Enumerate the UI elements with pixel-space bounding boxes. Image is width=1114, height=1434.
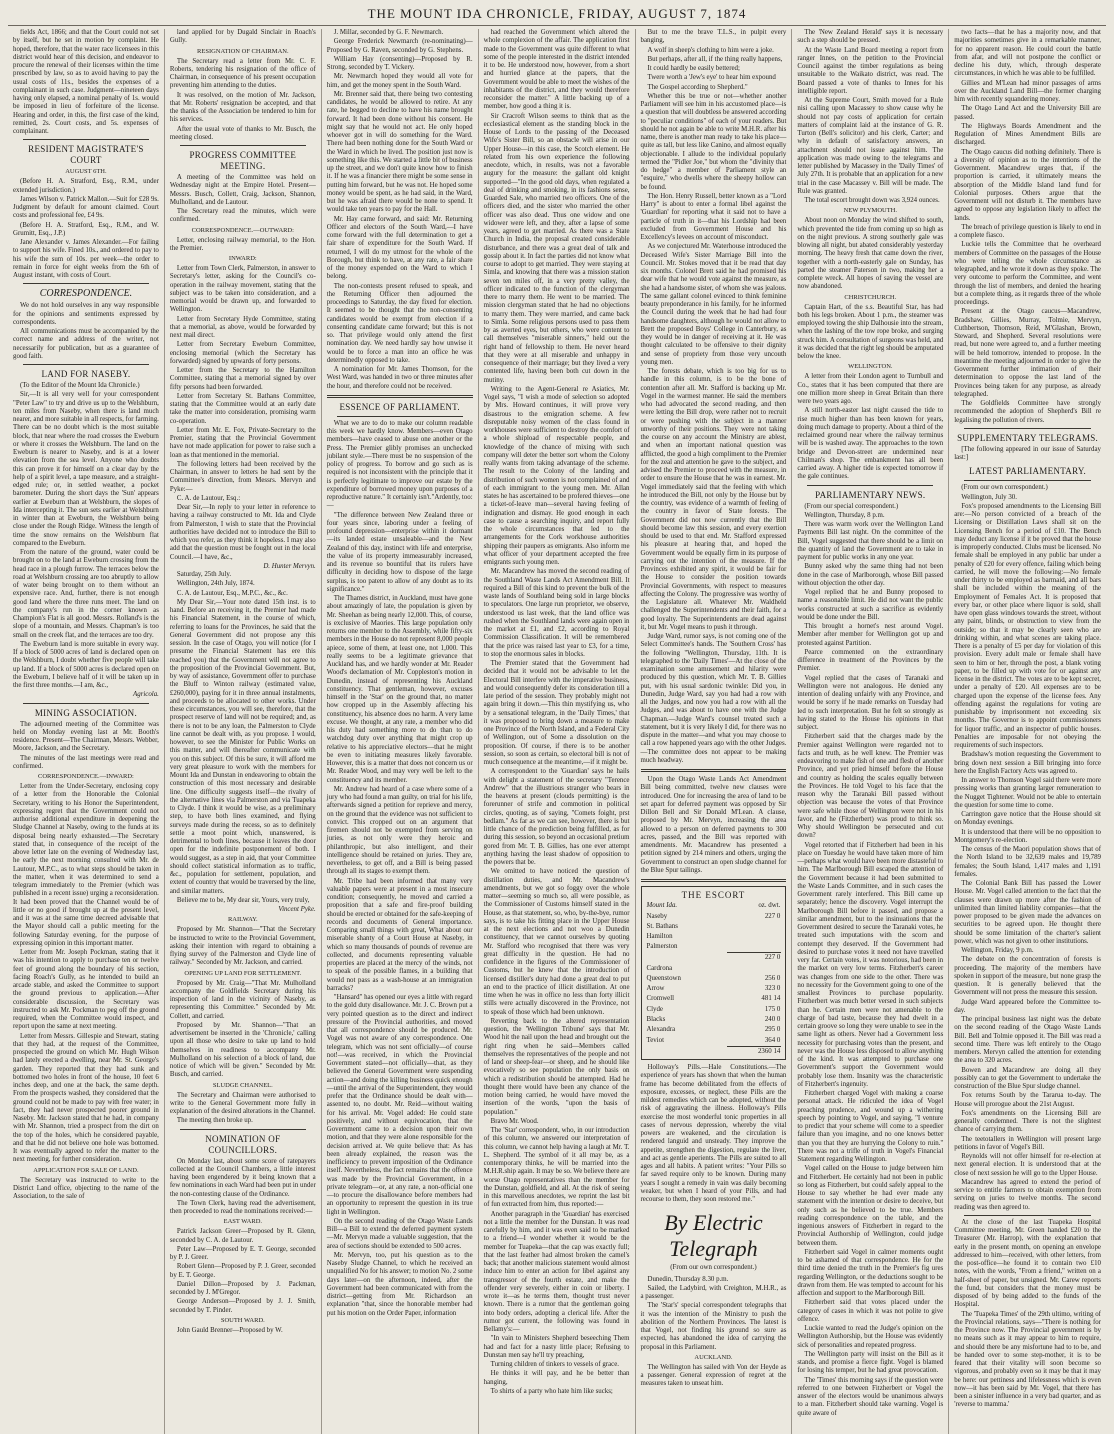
- paragraph: My Dear Sir,—Your note dated 15th inst. is to hand. Before an receiving it, the Premier had made his Financial Statement, in the course of which, referring to loans for the Provinces, he said that the General Government did not propose any this session. In the case of Otago, you will notice (for I presume the Financial Statement has ere this reached you) that the Government will not agree to the proposition of the Provincial Government. But, by way of assistance, Government offer to purchase the Bluff to Winton railway (estimated value, £260,000), paying for it in three annual instalments, and proceeds to be allocated to other works. Under these circumstances, you will see, therefore, that the prospect reserve of land will not be required; and, as there is not to be any loan, the Palmerston to Clyde line cannot be dealt with, as you propose. I would, however, to see the Minister for Public Works on this matter, and will thereafter communicate with you on this subject. Of this be sure, it will afford me very great pleasure to work with the members for Mount Ida and Dunstan in endeavoring to obtain the construction of this most necessary and desirable line. One difficulty suggests itself—the rivalry of the alternative lines via Palmerston and via Tuapeka to Clyde. I think it would be wise, as a preliminary step, to have both lines examined, and flying surveys made during the recess, so as to definitely settle a moot point which, unanswered, is detrimental to both lines, because it leaves the door open for the indefinite postponement of both. I would suggest, as a step in aid, that your Committee should collect statistical information as to traffic, &c., population for settlement, population, and extent of country that would be traversed by the line, and similar matters.: [169, 598, 316, 895]
- escort-row: [646, 932, 782, 942]
- escort-amount: 227 0: [764, 912, 781, 920]
- paragraph: Letter from Mr. E. Fox, Private-Secretary to the Premier, stating that the Provincial Government have not made application for power to raise such a loan as that mentioned in the memorial.: [169, 426, 316, 459]
- escort-table-box: [641, 886, 787, 1060]
- paragraph: Turning children of tinkers to vessels of grace.: [490, 1361, 619, 1368]
- escort-amount: 323 0: [764, 985, 781, 993]
- paragraph: Peter Law—Proposed by E. T. George, seconded by P. J. Greer.: [169, 1245, 316, 1261]
- escort-amount: 295 0: [764, 1026, 781, 1034]
- paragraph: Carrington gave notice that the House should sit on Monday evenings.: [954, 811, 1101, 827]
- divider: [23, 703, 149, 704]
- double-divider: [327, 395, 473, 398]
- subheading: APPLICATION FOR SALE OF LAND.: [33, 1166, 139, 1174]
- section-heading: PARLIAMENTARY NEWS.: [815, 489, 926, 500]
- paragraph: Upon the Otago Waste Lands Act Amendment Bill being committed, twelve new clauses were introduced. One for increasing the area of land to be set apart for deferred payment was opposed by Sir Dillon Bell and Sir Donald M'Lean. A clause, proposed by Mr. Mervyn, increasing the area allowed to a person on deferred payments to 300 acres, passed, and the Bill was reported with amendments. Mr. Macandrew has presented a petition signed by 214 miners and others, urging the Government to construct an open sludge channel for the Blue Spur tailings.: [640, 776, 787, 874]
- paragraph: Judge Ward, rumor says, is not coming one of the Select Committee's hands. The 'Southern Cross' has the following "Wellington, Thursday, 11th. It is telegraphed to the 'Daily Times'—At the close of the examination some amusement and hilarity were produced by this question, which Mr. T. B. Gillies put, with his usual sardonic twinkle: Did you, in Dunedin, Judge Ward, say you had had a row with all the Judges, and now you had a row with all the Judges, and was about to have one with the Judge Chapman.—Judge Ward's counsel treated such a statement, but it is very likely I did, for there was no dispute in the matter—and what you may choose to call a row happened years ago with the other Judges.—The committee does not appear to be making much headway.: [640, 633, 787, 764]
- paragraph: The Hon. Henry Russell, better known as a "Lord Harry" is about to enter a formal libel against the 'Guardian' for reporting what it said not to have a particle of truth in it—that his Lordship had been excluded from Government House and his Excellency's levees on account of misconduct.: [640, 192, 787, 241]
- column-2: [165, 29, 322, 1434]
- paragraph: Sailed, the Ladybird, with Creighton, M.H.R., as a passenger.: [640, 1284, 787, 1301]
- paragraph: The debate on the concentration of forests is proceeding. The majority of the members have spoken in support of the measure, but none grasp the question. It is generally believed that the Government will not press the measure this session.: [954, 956, 1101, 997]
- signature: Vincent Pyke.: [278, 906, 316, 913]
- paragraph: The Secretary read a letter from Mr. C. F. Roberts, tendering his resignation of the office of Chairman, in consequence of his present occupation preventing him attending to the duties.: [169, 57, 316, 90]
- escort-grand-total-label: [646, 1046, 727, 1057]
- paragraph: There was warm work over the Wellington Land Payments Bill last night. On the committee of the Bill, Vogel suggested that there should be a limit on the quantity of land the Government are to take in payment for public works in any one year.: [797, 521, 944, 561]
- paragraph: A wolf in sheep's clothing to him were a joke.: [647, 46, 774, 54]
- paragraph: Wellington, July 30.: [961, 493, 1017, 501]
- paragraph: John Gauld Brenner—Proposed by W.: [176, 1326, 283, 1334]
- paragraph: The 'Star's' special correspondent telegraphs that it was the intention of the Ministry to push the abolition of the Northern Provinces. The latest is that Vogel, not finding his ground so sure as expected, has abandoned the idea of carrying the proposal in this Parliament.: [640, 1302, 787, 1351]
- paragraph: (From our own correspondent.): [961, 484, 1048, 492]
- paragraph: Patrick Jackson Greer—Proposed by R. Glenn, seconded by C. A. de Lautour.: [169, 1228, 316, 1244]
- escort-location: Blacks: [646, 1016, 666, 1024]
- paragraph: Proposed by Mr. Shannon—"That the Secretary be instructed to write to the Provincial Government, asking their intention with regard to obtaining a flying survey of the Palmerston and Clyde line of railway." Seconded by Mr. Jackson, and carried.: [169, 926, 316, 967]
- paragraph: The breach of privilege question is likely to end in a complete fiasco.: [954, 223, 1101, 239]
- escort-location: Clyde: [646, 1005, 663, 1013]
- column-5: [636, 29, 793, 1434]
- paragraph: The Highways Boards Amendment and the Regulation of Mines Amendment Bills are discharged.: [954, 122, 1101, 147]
- paragraph: The meeting then broke up.: [176, 1117, 253, 1125]
- paragraph: Bravo Mr. Wood.: [490, 1117, 539, 1125]
- paragraph: fields Act, 1866; and that the Court could not set by itself, but he set in motion by complaint. He hoped, therefore, that the water race licensees in this district would hear of this decision, and endeavor to procure the renewal of their licenses within the time prescribed by law, so as to avoid having to pay the usual costs of 11s., besides the expenses of a complainant in such case. Judgment—nineteen days having only elapsed, a nominal penalty of 1s. would be imposed in lieu of forfeiture of the license. Hearing and order, in this, the first case of the kind, remitted, 2s. Court costs, and 5s. expenses of complainant.: [13, 29, 159, 135]
- paragraph: On the second reading of the Otago Waste Lands Bill—a Bill to extend the deferred payment system—Mr. Mervyn made a valuable suggestion, that the area of sections should be extended to 500 acres.: [326, 1217, 473, 1250]
- escort-side-label: Mount Ida.: [646, 902, 678, 910]
- escort-grand-total: 2360 14: [727, 1046, 782, 1057]
- divider: [964, 480, 1091, 481]
- divider: [23, 139, 149, 140]
- paragraph: The minutes of the last meetings were read and confirmed.: [13, 754, 159, 770]
- masthead: THE MOUNT IDA CHRONICLE, FRIDAY, AUGUST 7, 1874: [8, 4, 1106, 26]
- paragraph: The non-contests present refused to speak, and the Returning Officer then adjourned the proceedings to Saturday, the day fixed for election. It seemed to be thought that the non-consenting candidates would be exempt from election if a consenting candidate came forward; but this is not so. That privilege would only attend the first nomination day. We need hardly say how unwise it would be to force a man into an office he was determinedly opposed to take.: [326, 282, 473, 364]
- escort-location: Arrow: [646, 985, 665, 993]
- paragraph: Fitzherbert said that the charges made by the Premier against Wellington were regarded not to facts and truth, as he well knew. The Premier was endeavoring to make fish of one and flesh of another Province, and yet pried himself before the House and country as holding the scales equally between the Provinces. He told Vogel to his face that the reason why the Taranaki Bill passed without objection was because the votes of that Province were safe while those of Wellington were not in his favor, and he (Fitzherbert) was proud to think so. Why should Wellington be persecuted and cut down?: [797, 733, 944, 840]
- escort-row: [646, 964, 782, 974]
- column-4: [479, 29, 636, 1434]
- paragraph: C. A. de Lautour, Esq., M.P.C., &c., &c.: [176, 589, 288, 597]
- subheading: NEW PLYMOUTH.: [843, 207, 898, 215]
- divider: [23, 364, 149, 365]
- paragraph: But to me the brave T.L.S., in pulpit every banging,: [640, 29, 787, 45]
- paragraph: About noon on Monday the wind shifted to south, which prevented the tide from coming up so high as on the night previous. A strong southerly gale was blowing all night, but abated considerably yesterday morning. The heavy fresh that came down the river, together with a north-easterly gale on Sunday, has parted the steamer Paterson in two, making her a complete wreck. All hopes of saving the vessel are now abandoned.: [797, 217, 944, 291]
- paragraph: The Town Clerk, having read the advertisement, then proceeded to read the nominations received:—: [169, 1199, 316, 1215]
- paragraph: A still north-easter last night caused the tide to rise much higher than has been known for years, doing much damage to property. About a third of the reclaimed ground near where the railway terminus will be is washed away. The approaches to the town bridge and Devon-street are undermined near Chilman's shop. The embankment has all been carried away. A higher tide is expected tomorrow if the gale continues.: [797, 407, 944, 481]
- escort-row: [646, 994, 782, 1004]
- escort-row: [646, 912, 782, 922]
- paragraph: [The following appeared in our issue of Saturday last:]: [954, 445, 1101, 461]
- section-heading: ESSENCE OF PARLIAMENT.: [339, 401, 460, 412]
- paragraph: A letter from their London agent to Turnbull and Co., states that it has been computed that there are one million more sheep in Great Britain than there were two years ago.: [797, 373, 944, 405]
- escort-amount: [727, 964, 782, 974]
- subheading: WELLINGTON.: [848, 363, 893, 371]
- paragraph: The Premier stated that the Government had decided that it would not be advisable to let the Electoral Bill interfere with the imperative business, and would consequently defer its consideration till a late period of the session. They probably might not again bring it down.—This thin mystifying us, who by a sensational telegram, in the 'Daily Times,' that it was proposed to bring down a measure to make one Province of the North Island, and a Federal City of Wellington, out of Some a dissolution on the proposition. Of course, if there is to be another session, so soon as certain, so electoral bill is not of much consequence at the meantime,—if it might be.: [483, 660, 630, 766]
- paragraph: The 'Tuapeka Times' of the 29th ultimo, writing of the Provincial relations, says—"There is nothing for the Province now. The Provincial government is by no means such as it may appear to him to require, and should there be any misfortune had to to be, and be handed over to some step-mother, it is to be feared that their vitality will soon become so vigorous, and probably even so it may be that it may be here: our pettiness and lifelessness which is even now—it has been said by Mr. Vogel, that there has been a sinister influence in a very bad quarter, and as 'reverse to mamma.': [954, 1310, 1101, 1409]
- escort-location: Naseby: [646, 912, 668, 920]
- subheading: SLUDGE CHANNEL.: [212, 1081, 273, 1089]
- paragraph: Writing to the Agent-General re Asiatics, Mr. Vogel says, "I wish a mode of selection so adopted by Mrs. Howard continues, it will prove very disastrous to the emigration scheme. A few disreputable noisy women of the class found in workhouses were sufficient to destroy the comfort of a whole shipload of respectable people, and knowledge of the chance of mixing with such company will deter the better sort whom the Colony really wants from taking advantage of the scheme. The result to the Colony of the landing and distribution of such women is not complained of and of each immigrant to the young men. Mr. Allan states he has ascertained to be profered thieves—one a ticket-of-leave man—several having feeling of indignation and dismay. He good enough in each case to cause a searching inquiry, and report fully the whole circumstances that led to the arrangements for the Cork workhouse authorities shipping their paupers as emigrants. Also inform me what officer of your department accepted the free emigrants such young men.: [483, 385, 630, 566]
- paragraph: had reached the Government which altered the whole complexion of the affair. The application first made to the Government was quite different to what some of the people interested in the district intended it to be. He understood now, however, from a short and hurried glance at the papers, that the Government would be able to meet the wishes of the inhabitants of the district, and they would therefore reconsider the matter." A little backing up of a member, how good a thing it is.: [483, 29, 630, 111]
- escort-title: THE ESCORT: [681, 890, 746, 900]
- paragraph: Mr. Mervyn, too, put his question as to the Naseby Sludge Channel, to which he received an unqualified No for his answer; to motion No. 2 some days later—on the afternoon, indeed, after the Government had been communicated with from the district—getting from Mr. Richardson an explanation "that, since the honorable member had put his motion on the Order Paper, information: [326, 1251, 473, 1317]
- paragraph: The census of the Maori population shows that of the North Island to be 32,639 males and 19,789 females; the South Island, 1,417 males and 1,191 females.: [954, 846, 1101, 878]
- paragraph: Bowen and Macandrew are doing all they possibly can to get the Government to undertake the construction of the Blue Spur sludge channel.: [954, 1066, 1101, 1090]
- paragraph: Letter from Secretary Hyde Committee, stating that a memorial, as above, would be forwarded by next mail direct.: [169, 315, 316, 339]
- divider: [180, 1129, 306, 1130]
- divider: [964, 1215, 1091, 1216]
- escort-location: Cromwell: [646, 995, 675, 1003]
- paragraph: two facts—that he has a majority now, and that majorities sometimes give in a remarkable manner, for no apparent reason. He could court the battle from afar, and will not postpone the conflict or decline his duty, which, through desperate circumstances, in which he was able to be fulfilled.: [954, 29, 1101, 78]
- paragraph: The teetotallers in Wellington will present large petitions in favor of Vogel's Bill.: [954, 1135, 1101, 1151]
- paragraph: Jane Alexander v. James Alexander.—For failing to support his wife. Fined 10s., and ordered to pay to his wife the sum of 10s. per week—the order to remain in force for eight weeks from the 6th of August instant, with costs of Court.: [13, 239, 159, 279]
- subheading: OPENING UP LAND FOR SETTLEMENT.: [184, 969, 302, 977]
- escort-amount: 227 0: [727, 953, 782, 964]
- paragraph: Holloway's Pills.—Hale Constitutions.—The experience of years has shown that when the human frame has become debilitated from the effects of exposure, excesses, or neglect, these Pills are the mildest remedies which can be adopted, without the risk of aggravating the illness. Holloway's Pills exercise the most wonderful tonic properties in all cases of nervous depression, whereby the vital powers are weakened, and the circulation is rendered languid and unsteady. They improve the appetite, strengthen the digestion, regulate the liver, and act as gentle aperients. The Pills are suited to all ages and all habits. A patient writes: "Your Pills so far saved require only to be known. During many years I sought a remedy in vain was daily becoming weaker, but when I heard of your Pills, and had recourse to them, they soon restored me.": [640, 1064, 787, 1204]
- subheading: AUGUST 6TH.: [65, 168, 107, 176]
- paragraph: The Wellington has sailed with Von der Heyde as a passenger. General expression of regret at the measures taken to unseat him.: [640, 1363, 787, 1388]
- paragraph: After the usual vote of thanks to Mr. Busch, the meeting closed.: [169, 125, 316, 141]
- paragraph: Letter from the Secretary to the Hamilton Committee, stating that a memorial signed by over fifty persons had been forwarded.: [169, 367, 316, 391]
- paragraph: Saturday, 25th July.: [176, 571, 232, 578]
- paragraph: Letter from Town Clerk, Palmerston, in answer to Secretary's letter, asking for the Council's co-operation in the railway movement, stating that the subject was to be taken into consideration, and a memorial would be drawn up, and forwarded to Wellington.: [169, 265, 316, 314]
- column-7: [949, 29, 1106, 1434]
- paragraph: The Eweburn land is more suitable in every way. If a block of 5000 acres of land is declared open on the Welshburn, I doubt whether five people will take up land. If a block of 5000 acres is declared open on the Eweburn, I believe half of it will be taken up in the first three months.—I am, &c.,: [13, 640, 159, 689]
- paragraph: But perhaps, after all, if the thing really happens,: [647, 55, 783, 63]
- paragraph: Letter from Messrs. Gillespie and Stewart, stating that they had, at the request of the Committee, prospected the ground on which Mr. Hugh Wilson had lately erected a dwelling, near Mr. St. George's garden. They reported that they had sunk and bottomed two holes in front of the house, 10 feet 6 inches deep, and one at the back, the same depth. From the prospects washed, they considered that the ground could not be made to pay with free water; in fact, they had never prospected poorer ground in Naseby. Mr. Jackson stated that he had, in company with Mr. Shannon, tried a prospect from the dirt on the top of the holes, which he considered payable, and that he did not believe one hole was bottomed. It was eventually agreed to refer the matter to the next meeting, for further consideration.: [13, 1032, 159, 1164]
- paragraph: In answer to Thomson Vogel said there were more pressing works than granting larger remuneration to the Nugget Tightener. Would not be able to entertain the question for some time to come.: [954, 777, 1101, 809]
- paragraph: The following letters had been received by the Chairman, in answer to letters he had sent by the Committee's direction, from Messrs. Mervyn and Pyke:—: [169, 460, 316, 493]
- escort-row: [646, 1005, 782, 1015]
- escort-amount: [727, 932, 782, 942]
- escort-amount: 175 0: [764, 1005, 781, 1013]
- paragraph: Vogel replied that the cases of Taranaki and Wellington were not analogous. He denied any intention of dealing unfairly with any Province, and would be sorry if he made remarks on Tuesday had led to such interpretation. But he felt so strongly as having stated to the House his opinions in that subject.: [797, 674, 944, 731]
- paragraph: Luckie tells the Committee that he overheard members of Committee on the passages of the House who were telling the whole circumstance as telegraphed, and he wrote it down as they spoke. The very outcome to perform the Committee, and went through the list of members, and denied the hearing but a complete thing, as it regards three of the whole proceedings.: [954, 241, 1101, 306]
- paragraph: (Before H. A. Stratford, Esq., R.M., and W. Grumitt, Esq., J.P.): [13, 221, 159, 237]
- paragraph: Luckie wanted to read the Judge's opinion on the Wellington Authorship, but the House was evidently sick of personalities and repeated progress.: [797, 1325, 944, 1349]
- escort-location: St. Bathans: [646, 922, 678, 930]
- paragraph: James Wilson v. Patrick Mallon.—Suit for £28 9s. Judgment by default for amount claimed. Court costs and professional fee, £4 9s.: [13, 195, 159, 220]
- paragraph: George Anderson—Proposed by J. J. Smith, seconded by T. Pinder.: [169, 1298, 316, 1314]
- paragraph: land applied for by Dugald Sinclair in Roach's Gully.: [169, 29, 316, 45]
- paragraph: Fitzherbert said that votes placed under the category of cases in which it was not polite to give offence.: [797, 1299, 944, 1323]
- paragraph: Wellington, Thursday, 8 p.m.: [804, 511, 885, 519]
- paragraph: Mr. Hay came forward, and said: Mr. Returning Officer and electors of the South Ward,—I have come forward with the full determination to get a fair share of expenditure for the South Ward. If returned, I will do my utmost for the whole of the Borough, but think to have, at any rate, a fair share of the money expended on the Ward to which I belong.: [326, 215, 473, 281]
- escort-row: [646, 984, 782, 994]
- paragraph: Bradshaw's motion requesting the Government to bring down next session a Bill bringing into force here the English Factory Acts was agreed to.: [954, 751, 1101, 775]
- paragraph: Vogel replied that he and Bunny proposed to name a reasonable limit. He did not want the public works constructed at such a sacrifice as evidently would be done under the Bill.: [797, 589, 944, 621]
- paragraph: The 'Star' correspondent, who, in our introduction of this column, we answered our interpretation of this column, we cannot help having a laugh at Mr. T. L. Shepherd. The symbol of it all may be, as a contemporary thinks, he will be married into the M.H.R.ship again. It may be so. We believe there are worse Otago representatives than the member for the Dunstan, goldfield, and all. At the risk of seeing in this marvellous anecdotes, we reprint the last bit of fun extracted from him, thus reported:—: [483, 1127, 630, 1209]
- divider: [23, 283, 149, 284]
- section-heading: MINING ASSOCIATION.: [34, 707, 138, 718]
- paragraph: Robert Glenn—Proposed by P. J. Greer, seconded by E. T. George.: [169, 1263, 316, 1279]
- column-1: [8, 29, 165, 1434]
- divider: [964, 428, 1091, 429]
- paragraph: The 'New Zealand Herald' says it is necessary such a step should be pressed.: [797, 29, 944, 45]
- escort-amount: [727, 942, 782, 952]
- paragraph: Twere worth a 'Jew's eye' to hear him expound: [647, 74, 776, 82]
- escort-row: [646, 953, 782, 964]
- paragraph: The adjourned meeting of the Committee was held on Monday evening last at Mr. Booth's residence. Present—The Chairman, Messrs. Webber, Moore, Jackson, and the Secretary.: [13, 720, 159, 753]
- paragraph: Letter from Secretary Eweburn Committee, enclosing memorial (which the Secretary has forwarded) signed by upwards of forty persons.: [169, 341, 316, 365]
- paragraph: Daniel Dillon—Proposed by J. Packman, seconded by J. M'Gregor.: [169, 1280, 316, 1296]
- paragraph: The Secretary read the minutes, which were confirmed.: [169, 208, 316, 224]
- escort-amount: 364 0: [764, 1036, 781, 1044]
- paragraph: We omitted to have noticed the question of distillation duties, and Mr. Macandrew's amendments, but we got so foggy over the whole matter—seeming so much so, all were possible, as the Commissioner of Customs himself stated in the House, as that statement, so, who, by-the-bye, rumor says, is to take his fitting place in the Upper House at the next elections and not woo a Dunedin constituency, that we cannot ourselves by quoting Mr. Stafford who recognised that there was very great difficulty in the question. He had no confidence in the figures of the Commissioner of Customs, but he knew that the introduction of licensed distiller's duty had done a great deal to put an end to the practice of illicit distillation. At one time when he was in office no less than forty illicit stills were actually discovered in the Province, not to speak of those which had been unknown.: [483, 868, 630, 1016]
- paragraph: Mr. Macandrew has moved the second reading of the Southland Waste Lands Act Amendment Bill. It required a Bill of this kind to prevent the bulk of the waste lands of Southland being sold in large blocks to speculators. One large run proprietor, we observe, understood us last week, that the land office was rushed when the Southland lands were again open in the market at £1, and £2, according to Royal Commission Classification. It will be remembered that the price was raised last year to £3, for a time, to stop the enormous sales in blocks.: [483, 568, 630, 658]
- columns-container: [8, 29, 1106, 1434]
- escort-amount: 240 0: [764, 1016, 781, 1024]
- paragraph: Fox's amendments on the Licensing Bill are generally condemned. There is not the slightest chance of carrying them.: [954, 1109, 1101, 1134]
- paragraph: J. Millar, seconded by G. F. Newmarch.: [333, 29, 444, 36]
- escort-amount: 256 0: [764, 974, 781, 982]
- paragraph: Vogel called on the House to judge between him and Fitzherbert. He certainly had not been in public so long as Fitzherbert, but could safely appeal to the House to say whether he had ever made any statement with the intention or desire to deceive, but only such as he believed to be true. Members reading correspondence on the table, and the ingenious answers of Fitzherbert in regard to the Provincial Authorship of Wellington, could judge between them.: [797, 1165, 944, 1247]
- column-3: [322, 29, 479, 1434]
- paragraph: Bunny asked why the same thing had not been done in the case of Marlborough, whose Bill passed without objection the other day.: [797, 563, 944, 587]
- divider: [807, 485, 933, 486]
- paragraph: It could hardly be easily bettered;: [647, 65, 740, 72]
- paragraph: A meeting of the Committee was held on Wednesday night at the Empire Hotel. Present—Messrs. Busch, Collett, Craig, Jackson, Shannon, Mulholland, and de Lautour.: [169, 174, 316, 206]
- escort-location: Palmerston: [646, 943, 678, 951]
- column-6: [792, 29, 949, 1434]
- paragraph: Letter from Mr. Joseph Pockman, stating that it was his intention to apply to purchase ten or twelve feet of ground along the boundary of his section, facing Roach's Gully, as he intended to build an arcade stable, and asked the Committee to support the ground previous to application.—After considerable discussion, the Secretary was instructed to ask Mr. Pockman to peg off the ground required, when the Committee would inspect, and report upon the same at next meeting.: [13, 949, 159, 1031]
- paragraph: Fox's proposed amendments to the Licensing Bill are:—No person convicted of a breach of the Licensing or Distillation Laws shall sit on the Licensing Bench for a period of £10. The Bench may deduct any license if it be proved that the house is improperly conducted. Clubs must be licensed. No female shall be employed in any public bar under a penalty of £20 for every offence, failing which being carried, he will move the following:—No female under thirty to be employed as barmaid, and all bars shall be included within the meaning of the Employment of Females Act. It is proposed that every bar, or other place where liquor is sold, shall have open glass windows towards the street, without any paint, blinds, or obstruction to view from the outside; so that it may be clearly seen who are drinking within, and what scenes are taking place. There is a penalty of £5 per day for violation of this provision. Every adult male or female shall have seen to him or her, through the post, a blank voting paper, to be filled up with vote for or against any license in the district. The votes are to be kept secret, under a penalty of £20. All expenses are to be charged upon the expense of the license fees. Any offending against the regulations for voting are punishable by imprisonment not exceeding six months. The Governor is to appoint commissioners for liquor traffic, and an inspector of public houses. Penalties are imposable for not obeying the requirements of such inspectors.: [954, 502, 1101, 749]
- paragraph: Sir Cracroft Wilson seems to think that as the ecclesiastical element as the standing block in the House of Lords to the passing of the Deceased Wife's Sister Bill, so an obstacle will arise in our Upper House—in this case, the Scotch element. He related from his own experience the following anecdote, which, in results, was not a favorable augury for the measure: the gallant old knight supported—"In the good old days, when regulated a deal of drinking and smoking, in its fashions sense, Guarded Sale, who married two officers. One of the officers died, and the sister who married the other officer was also dead. Thus one widow and one widower were left, and they, after a lapse of some years, agreed to get married. As there was a State Church in India, the proposal created considerable disturbance, and there was a great deal of talk and gossip about it. In fact the parties did not know what course to adopt to get married. They were staying at Simla, and knowing that there was a mission station seven ten miles off, in a very pretty valley, the officer indicated to the function of the clergyman there to marry them. He went to be married. The mission clergyman stated that he had no objections to marry them. They were married, and came back to Simla. Some religious persons used to pass them by as averted eyes, but others, who were content to call themselves "miserable sinners," held out the right hand of fellowship to them. He never heard that they were at all miserable and unhappy in consequence of their marriage; but they lived a very contented life, having been both cut down in the mutiny.: [483, 112, 630, 384]
- paragraph: William Hay (consenting)—Proposed by R. Strong, seconded by T. Vickery.: [326, 55, 473, 71]
- paragraph: Letter from Secretary St. Bathans Committee, stating that the Committee would at an early date take the matter into consideration, promising warm co-operation.: [169, 392, 316, 425]
- paragraph: He thinks it will pay, and he be better than hanging,: [483, 1370, 630, 1386]
- paragraph: Present at the Otago caucus—Macandrew, Bradshaw, Gillies, Murray, Tolmie, Mervyn, Cuthbertson, Thomson, Reid, M'Glashan, Brown, Steward, and Shepherd. Several resolutions were read, but none were agreed to, and a further meeting will be held tomorrow, intended to propose. In the meantime the meeting adjourned in order to give the Government further intimation of their determination to oppose the last land of the Provinces being taken for any purpose, as already telegraphed.: [954, 308, 1101, 398]
- paragraph: To shirts of a party who hate him like sucks;: [490, 1387, 613, 1395]
- escort-row: [646, 1015, 782, 1025]
- paragraph: Dunedin, Thursday 8.30 p.m.: [647, 1275, 729, 1283]
- subheading: EAST WARD.: [223, 1218, 263, 1226]
- paragraph: This brought a hornet's nest around Vogel. Member after member for Wellington got up and protested against Partition.: [797, 623, 944, 647]
- paragraph: At the close of the last Tuapeka Hospital Committee meeting, Mr. Green handed £20 to the Treasurer (Mr. Harrop), with the explanation that early in the present month, on opening an envelope addressed to him—received, with other letters, from the post-office—he found it to contain two £10 notes, with the words, "From a friend," written on a half-sheet of paper, but unsigned. Mr. Carew reports the fund, but considers that the money must be disposed of by being added to the funds of the Hospital.: [954, 1218, 1101, 1309]
- section-heading: SUPPLEMENTARY TELEGRAMS.: [957, 432, 1099, 443]
- escort-location: Teviot: [646, 1036, 665, 1044]
- paragraph: (To the Editor of the Mount Ida Chronicle.): [20, 382, 140, 389]
- paragraph: Fox returns South by the Tararua to-day. The House will prorogue about the 21st August.: [954, 1092, 1101, 1108]
- escort-unit-header: oz. dwt.: [758, 902, 781, 910]
- paragraph: Mr. Andrew had heard of a case where some of a jury who had found a man guilty, on trial for his life, afterwards signed a petition for reprieve and mercy, on the ground that the evidence was not sufficient to convict. This cropped out on an argument that firemen should not be exempted from serving on juries, as not only were they heroic and philanthropic, but also intelligent, and their intelligence should be retained on juries. They are, nevertheless, to get off, and a Bill is being passed through all its stages to exempt them.: [326, 785, 473, 876]
- section-heading: LATEST PARLIAMENTARY.: [969, 466, 1087, 477]
- section-heading: RESIDENT MAGISTRATE'S COURT: [28, 144, 144, 166]
- paragraph: Proposed by Mr. Craig—"That Mr. Mulholland accompany the Goldfields Secretary during his inspection of land in the vicinity of Naseby, as representing this Committee." Seconded by Mr. Collett, and carried.: [169, 979, 316, 1020]
- double-divider: [641, 769, 787, 772]
- escort-row: [646, 974, 782, 984]
- paragraph: Letter from the Under-Secretary, enclosing copy of a letter from the Honorable the Colonial Secretary, writing to his Honor the Superintendent, expressing regret that the Government could not authorise additional expenditure in deepening the Sludge Channel at Naseby, owing to the funds at its disposal being nearly exhausted.—The Secretary stated that, in consequence of the receipt of the above letter late on the evening of Wednesday last, he early the next morning consulted with Mr. de Lautour, M.P.C., as to what steps should be taken in the matter, when it was determined to send a telegram immediately to the Premier (which was published in a recent issue) urging a reconsideration. It had been proved that the Channel would be of little or no good if brought up at the present level, and it was at the same time decreed advisable that the Mayor should call a public meeting for the following Saturday evening, for the purpose of expressing opinion in this important matter.: [13, 783, 159, 947]
- paragraph: Reynolds will not offer himself for re-election at next general election. It is understood that at the close of next session he will go to the Upper House.: [954, 1153, 1101, 1177]
- paragraph: What we are to do to make our column readable this week we hardly know. Members—even Otago members—have ceased to abuse one another or the Press. The Premier glibly promises an unchecked jubilant style.—There must be no suspension of the policy of progress. To borrow and go such as is required is not inconsistent with the principle that it is perfectly legitimate to improve our estate by the expenditure of borrowed money upon purposes of a reproductive nature." It certainly isn't."Ardently, too:—: [326, 419, 473, 510]
- paragraph: Fitzherbert charged Vogel with making a coarse personal attack. He ridiculed the idea of Vogel preaching prudence, and wound up a withering speech by pointing to Vogel, and saying, "I venture to predict that your scheme will come to a speedier failure than you imagine, and no one knows better than you that they are hurrying the Colony to ruin." There was not a trifle of truth in Vogel's Financial Statement regarding Wellington.: [797, 1090, 944, 1163]
- paragraph: Dear Sir,—In reply to your letter in reference to having a railway constructed to Mt. Ida and Clyde from Palmerston, I wish to state that the Provincial authorities have decided not to introduce the Bill to which you refer, as they think it hopeless. I may also add that the question must be fought out in the local Council.—I have, &c.,: [169, 504, 316, 561]
- subheading: SOUTH WARD.: [220, 1316, 265, 1324]
- telegraph-header: [641, 1210, 787, 1272]
- escort-location: Queenstown: [646, 974, 681, 982]
- escort-row: [646, 922, 782, 932]
- paragraph: "In vain to Ministers Shepherd beseeching Them had and fact for a nasty little place; Refusing to Dunstan men say he'll try preaching,: [483, 1335, 630, 1359]
- paragraph: The Thames district, in Auckland, must have gone about amazingly of late, the population is given by Mr. Sheehan as being nearly 12,000. This, of course, is exclusive of Maories. This large population only returns one member to the Assembly, while fifty-six members in the House do not represent 8,000 people apiece, some of them, at least one, not 1,000. This really seems to be a legitimate grievance that Auckland has, and we hardly wonder at Mr. Reader Wood's declamation of Mr. Coppleston's motion in Dunedin, instead of representing his Auckland constituency. That gentleman, however, excuses himself in the 'Star' on the ground that, no matter how cropped up in the Assembly affecting his constituency, his absence does no harm. A very lame excuse. We thought, at any rate, a member who did his duty had something more to do than to do watchdog duty over anything that might crop up relative to his appreciative electors—that he might be even to initiating measures likely favorable. However, this is a matter that does not concern us or Mr. Reader Wood, and may very well be left to the constituency and its member.: [326, 595, 473, 784]
- paragraph: Mr. Brenner said that, there being two contesting candidates, he would be allowed to retire. At any rate, he begged to decline to have his name brought forward. It had been done without his consent. He might say that he would not act. He only hoped whoever got in will do something for the Ward. There had been nothing done for the South Ward or the Ward in which he lived. The position just now is something like this. We started a little bit of business up the street, and we don't quite know how to finish it. If he was a financier there might be some sense in putting him forward, but he was not. He hoped some money would be spent, as he had said, in the Ward, but he was afraid there would be none to spend. It would take ten years to pay for the Hall.: [326, 90, 473, 214]
- subheading: INWARD:: [228, 255, 257, 262]
- paragraph: The Colonial Bank Bill has passed the Lower House. Mr. Vogel called attention to the fact that the clauses were drawn up more after the fashion of unlimited than limited liability companies—that the power proposed to be given made the advances on securities to be agreed upon. He thought there should be some limitation of the charter's salient power, which was not given to other institutions.: [954, 880, 1101, 945]
- paragraph: "Hansard" has opened our eyes a little with regard to the gold duty disallowance. Mr. J. C. Brown put a very pointed question as to the direct and indirect pressure of the Provincial authorities, and moved that all correspondence should be produced. Mr. Vogel was not aware of any correspondence. One telegram, which was not sent officially—of course not!—was received, in which the Provincial Government stated—not officially—that, as they believed the General Government were suspending action—and doing the killing business quick enough—until the arrival of the Superintendent, they would prefer that the Ordinance should be dealt with—assented to, no doubt. Mr. Reid—without waiting for his arrival. Mr. Vogel added: He could state positively, and without equivocation, that the Government came to a decision upon their own motion, and that they were alone responsible for the decision arrived at. We quite believe that: As has been already explained, the reason was the inefficiency to prevent imposition of the Ordinance itself. Nevertheless, the fact remains that the offence was made by the Provincial Government, in a private telegram—or, at any rate, a non-official one—to procure the disallowance before members had an opportunity to represent the question in its true light in Wellington.: [326, 994, 473, 1216]
- divider: [180, 145, 306, 146]
- subheading: RESIGNATION OF CHAIRMAN.: [197, 47, 289, 55]
- paragraph: The Goldfields Committee have strongly recommended the adoption of Shepherd's Bill re legalising the pollution of rivers.: [954, 400, 1101, 424]
- paragraph: Vogel retorted that if Fitzherbert had been in his place on Tuesday he would have taken more of him—perhaps what would have been more distasteful to him. The Marlborough Bill escaped the attention of the Government because it had been submitted to the Waste Lands Committee, and in such cases the Government rarely interfered. This Bill came up separately; hence the discovery. Vogel interrupt the Marlborough Bill before it passed, and propose a similar amendment, but to the insinuations that the Government desired to secure the Taranaki votes, he treated such imputations with the scorn and contempt they deserved. If the Government had desired to purchase votes it need not have travelled very far. Certain votes, it was notorious, had been in the market on very low terms. Fitzherbert's career was changes from one side to the other. There was no necessity for the Government going to one of the smallest Provinces to purchase popularity. Fitzherbert was much better versed in such subjects than he. Certain men were not amenable to the charge of bad taste, because they had dwelt in a certain groove so long they were unable to see in the same light as others. Never had a Government less necessity for purchasing votes than the present, and never was the House less disposed to allow anything of the kind. It was attempted to purchase one Government's support the Government would probably lose them. Insanity was the characteristic of Fitzherbert's ingenuity.: [797, 841, 944, 1088]
- paragraph: Whether this be true or not—whether another Parliament will see him in his accustomed place—is a question that will doubtless be answered according to "peculiar conditions" of each of your readers. But should he not again be able to write M.H.R. after his name, there is another man ready to take his place—quite as tall, but less like Canino, and almost equally objectionable. I allude to the individual popularly termed the "Pidler Joe," but whom the "divinity that do hedge" a member of Parliament style an "esquire," who dwells where the sheepy hollow can be found.: [640, 92, 787, 191]
- paragraph: Judge Ward appeared before the Committee to-day.: [954, 998, 1101, 1014]
- paragraph: At the Supreme Court, Smith moved for a Rule nisi calling upon Macassey to show cause why he should not pay costs of application for certain matters of complaint laid at the instance of G. R. Turton (Bell's solicitor) and his clerk, Carter; and why in default of satisfactory answers, an attachment should not issue against him. The application was made owing to the telegrams and letter published by Macassey in the 'Daily Times' of July 27th. It is probable that an application for a new trial in the case Macassey v. Bill will be made. The Rule was granted.: [797, 97, 944, 195]
- paragraph: All communications must be accompanied by the correct name and address of the writer, not necessarily for publication, but as a guarantee of good faith.: [13, 328, 159, 360]
- escort-row: [646, 1036, 782, 1047]
- paragraph: As we conjectured Mr. Waterhouse introduced the Deceased Wife's Sister Marriage Bill into the Council. Mr. Stokes moved that it be read that day six months. Colonel Brett said he had promised his dear wife that he would vote against the measure, as she had a handsome sister, of whom she was jealous. The same gallant colonel evinced to think feminine beauty preponderance in his family, for he informed the Council during the week that he had had four handsome daughters, although he would not allow to Brett the proposed Boys' College in Canterbury, as they would be in danger of receiving at it. He was thought calculated to be offensive to their dignity and sense of propriety from those very uncouth young men.: [640, 243, 787, 366]
- subheading: RAILWAY.: [227, 916, 258, 924]
- section-heading: PROGRESS COMMITTEE MEETING.: [189, 150, 297, 171]
- paragraph: The total escort brought down was 3,924 ounces.: [804, 197, 940, 204]
- paragraph: The Secretary and Chairman were authorised to write to the General Government more fully in explanation of the desired alterations in the Channel.: [169, 1091, 316, 1115]
- paragraph: Macandrew has agreed to extend the period of service to entitle farmers to obtain exemption from serving on juries to twelve months. The second reading was then agreed to.: [954, 1178, 1101, 1211]
- paragraph: Wellington, 24th July, 1874.: [176, 580, 255, 588]
- paragraph: Wellington, Friday, 9 p.m.: [961, 947, 1034, 954]
- paragraph: The forests debate, which is too big for us to handle in this column, is to be the bone of contention after all. Mr. Stafford is backing up Mr. Vogel in the warmest manner. He said the members who had advocated the second reading, and then were letting the Bill drop, were rather not to recruit or were pushing with the subject in a manner unworthy of their positions. They were not taking the course on any account the Ministry are ablest, and when an important national question was afflicted, the good a high compliment to the Premier for the zeal and attention he gave to the subject, and advised the Premier to proceed with the measure, in order to ensure the House that he was in earnest. Mr. Vogel immediately said that the feeling with which he introduced the Bill, not only by the House but by the country, was evidence of a warmth of feeling of the country in favor of State forests. The Government did not now currently that the Bill should become law this session, and every exertion should be used to that end. Mr. Stafford expressed his pleasure at hearing that, and hoped the Government would be equally firm in its purpose of carrying out the intention of the measure. If the Provinces exhibited any spirit, it would be fair for the House to consider the position towards Provincial Governments, with respect to measures affecting the Colony. The progressive was worthy of the Legislature all. Whatever Mr. Waldheld challenged the Superintendents and their faith, for a good loyalty. The Superintendents are dead against it, but Mr. Vogel means to push it through.: [640, 368, 787, 631]
- paragraph: Pearce commented on the extraordinary difference in treatment of the Provinces by the Premier.: [797, 648, 944, 673]
- subheading: CORRESPONDENCE.—OUTWARD:: [191, 226, 294, 234]
- paragraph: George Frederick Newmarch (re-nominating)—Proposed by G. Raven, seconded by G. Stephens.: [326, 38, 473, 54]
- paragraph: The Otago caucus did nothing definitely. There is a diversity of opinion as to the intentions of the Government. Macandrew urges that, if the proportion is carried, it ultimately means the absorption of the Middle Island land fund for Colonial purposes. Others argue that the Government will not disturb it. The members have agreed to oppose any legislation likely to affect the lands.: [954, 148, 1101, 222]
- paragraph: The Secretary was instructed to write to the District Land office, objecting to the name of the Association, to the sale of: [13, 1176, 159, 1200]
- divider: [337, 416, 463, 417]
- paragraph: It was resolved, on the motion of Mr. Jackson, that Mr. Roberts' resignation be accepted, and that the thanks of the Association be tendered to him for his services.: [169, 91, 316, 124]
- paragraph: At the Waste Land Board meeting a report from ranger Innes, on the petition to the Provincial Council against the timber regulations as being unsuitable to the Waikato district, was read. The Board passed a vote of thanks to Innes for his intelligible report.: [797, 46, 944, 95]
- signature: D. Hunter Mervyn.: [263, 562, 316, 570]
- paragraph: Captain Hart, of the s.s. Beautiful Star, has had both his legs broken. About 1 p.m., the steamer was employed towing the ship Dalhousie into the stream, when the lashing of the tow rope broke, and surging struck him. A consultation of surgeons was held, and it was decided that the right leg should be amputated below the knee.: [797, 303, 944, 360]
- paragraph: (From our special correspondent.): [804, 502, 899, 510]
- escort-location: Hamilton: [646, 933, 673, 941]
- paragraph: Another paragraph in the 'Guardian' has exercised not a little the member for the Dunstan. It was read carefully by him, and it was even said to be marked to a friend—I wonder whether it would be the member for Tuapeka—that the cap was exactly full; that the last feather had almost broken the camel's back; that another malicious statement would almost induce him to enter an action for libel against any transgressor of the fourth estate, and make the offender very severely, either in coin or liberty. I wrote it—as he terms them, thought trust never known. There is a rumor that the gentleman going into body orders, adopting a clerical life. After the rumor got current, the following was found in Bellamy's:—: [483, 1210, 630, 1333]
- paragraph: Fitzherbert said Vogel in calmer moments ought to be ashamed of that correspondence. He for the third time denied the truth in the Premier's fig ures regarding Wellington, or the deductions sought to be drawn from them. He was tempted to account for his affection and support to the Marlborough Bill.: [797, 1248, 944, 1297]
- paragraph: Letter, enclosing railway memorial, to the Hon. the Premier.: [169, 236, 316, 252]
- paragraph: A nomination for Mr. James Thomson, for the West Ward, was handed in two or three minutes after the hour, and therefore could not be received.: [326, 366, 473, 390]
- paragraph: Reverting back to the altered representation question, the 'Wellington Tribune' says that Mr. Wood hit the nail upon the head and brought out the right ring when he said—Members called themselves the representatives of the people and not of land or sheep-fear—or sheep, and he should like evocatively so see population the only basis on which a redistribution should be attempted. Had he thought there would have been any chance of the motion being carried, he would have moved the insertion of the words, "upon the basis of population.": [483, 1017, 630, 1116]
- paragraph: Proposed by Mr. Shannon—"That an advertisement be inserted in the 'Chronicle,' calling upon all those who desire to take up land to hold themselves in readiness to accompany Mr. Mulholland on his selection of a block of land, due notice of which will be given." Seconded by Mr. Busch, and carried.: [169, 1021, 316, 1079]
- signature: Agricola.: [133, 691, 159, 699]
- paragraph: (Before H. A. Stratford, Esq., R.M., under extended jurisdiction.): [13, 178, 159, 194]
- escort-location: [646, 953, 727, 964]
- paragraph: From the nature of the ground, water could be brought on to the land at Eweburn crossing from the head race in a plough furrow. The terraces below the road at Welshburn crossing are too abruptly to allow of water being brought on to them without an expensive race. And, further, there is not enough good land where the three runs meet. The land on the company's run in the corner known as Champion's Flat is all good. Messrs. Rolland's is the slope of a mountain, and Messrs. Chapman's is too small on the creek flat, and the terraces are too dry.: [13, 549, 159, 639]
- paragraph: Mr. Tribe had been informed that many very valuable papers were at present in a most insecure condition; consequently, he moved and carried a proposition that a safe and fire-proof building should be erected or obtained for the safe-keeping of records and documents of General importance. Comparing small things with great, What about our miserable shanty of a Court House at Naseby, in which so many thousands of pounds of revenue are collected, and documents representing valuable properties are placed at the mercy of the winds, not to speak of the possible flames, in a building that would not pass as a wash-house at an immigration barracks?: [326, 877, 473, 992]
- telegraph-subtitle: (From our own correspondent.): [670, 1264, 757, 1272]
- paragraph: Gillies and M'Lean had minor passages of arms over the Auckland Land Bill—the former charging him with recently squandering money.: [954, 79, 1101, 103]
- section-heading: NOMINATION OF COUNCILLORS.: [205, 1133, 281, 1155]
- escort-row: [646, 942, 782, 952]
- escort-table: [646, 901, 782, 1057]
- subheading: CORRESPONDENCE.—INWARD:: [37, 773, 134, 780]
- paragraph: The Otago Land Act and the University Bill are passed.: [954, 105, 1101, 121]
- paragraph: "The difference between New Zealand three or four years since, laboring under a feeling of profound depression—enterprise within it dormant—its landed estate unsaleable—and the New Zealand of this day, instinct with life and enterprise, the value of its property immeasurably increased, and its revenue so bountiful that its rulers have difficulty in deciding how to dispose of the large surplus, is too patent to allow of any doubt as to its significance.": [326, 511, 473, 593]
- telegraph-title: By Electric Telegraph: [664, 1210, 763, 1262]
- paragraph: Sir,—It is all very well for your correspondent "Peter Law" to try and drive us up to the Welshburn, ten miles from Naseby, when there is land much nearer, and more suitable in all respects, for farming. There can be no doubt which is the most suitable block, that near where the road crosses the Eweburn or where it crosses the Welshburn. The land on the Eweburn is nearer to Naseby, and is at a lower elevation from the sea level. Anyone who doubts this can prove it for himself on a clear day by the help of a spirit level, a tape measure, and a straight-edged rule; or, in settled weather, a pocket barometer. During the short days the 'Sun' appears earlier at Eweburn than at Welshburn, the slopes of Ida intercepting it. The sun sets earlier at Welshburn in winter than at Eweburn, the Welshburn being close under the Rough Ridge. Witness the length of time the snow remains on the Welshburn flat compared to the Eweburn.: [13, 391, 159, 547]
- section-heading: CORRESPONDENCE.: [39, 288, 133, 300]
- paragraph: A correspondent to the 'Guardian' says he hails with delight a statement of the secretary "Terence Andrew" that the illustrious stranger who bears in the heavens at present (clouds permitting) is the forerunner of strife and commotion in political circles, quoting, as of saying, "Comets foight, prst bedlam." As far as we can see, however, there is but little chance of the prediction being fulfilled, as for during this session, so beyond an occasional pretium gored from Mr. T. B. Gillies, has one ever attempt anything having the least shadow of opposition to the powers that be.: [483, 768, 630, 866]
- paragraph: It is understood that there will be no opposition to Montgomery's re-election.: [954, 828, 1101, 844]
- subheading: AUCKLAND.: [694, 1353, 733, 1361]
- paragraph: The 'Times' this morning says if the question were referred to one between Fitzherbert or Vogel the answer of the electors would be unanimous always to a man. Fitzherbert should take warning. Vogel is quite aware of: [797, 1376, 944, 1417]
- paragraph: C. A. de Lautour, Esq.:: [176, 494, 241, 502]
- escort-grand-total-row: [646, 1046, 782, 1057]
- escort-row: [646, 1025, 782, 1035]
- subheading: CHRISTCHURCH.: [844, 293, 897, 301]
- paragraph: Believe me to be, My dear sir, Yours, very truly,: [176, 896, 310, 904]
- paragraph: On Monday last, about some score of ratepayers collected at the Council Chambers, a little interest having been engendered by it being known that a few nominations in each Ward had been put in under the non-contesting clause of the Ordinance.: [169, 1157, 316, 1198]
- escort-location: Cardrona: [646, 964, 673, 972]
- paragraph: The Wellington party will insist on the Bill as it stands, and promise a fierce fight. Vogel is blamed for losing his temper, but he had great provocation.: [797, 1350, 944, 1375]
- escort-amount: 481 14: [761, 995, 781, 1003]
- double-divider: [641, 879, 787, 882]
- paragraph: The principal business last night was the debate on the second reading of the Otago Waste Lands Bill. Bell and Tolmie opposed it. The Bill was read a second time. There was left entirely to the Otago members. Mervyn called the attention for extending the area to 320 acres.: [954, 1016, 1101, 1065]
- escort-header-row: [646, 901, 782, 911]
- paragraph: The Gospel according to Shepherd.": [647, 83, 748, 91]
- paragraph: We do not hold ourselves in any way responsible for the opinions and sentiments expressed by correspondents.: [13, 302, 159, 326]
- escort-amount: [727, 922, 782, 932]
- paragraph: Mr. Newmarch hoped they would all vote for him, and get the money spent in the South Ward.: [326, 73, 473, 89]
- escort-location: Alexandra: [646, 1026, 676, 1034]
- section-heading: LAND FOR NASEBY.: [41, 369, 131, 379]
